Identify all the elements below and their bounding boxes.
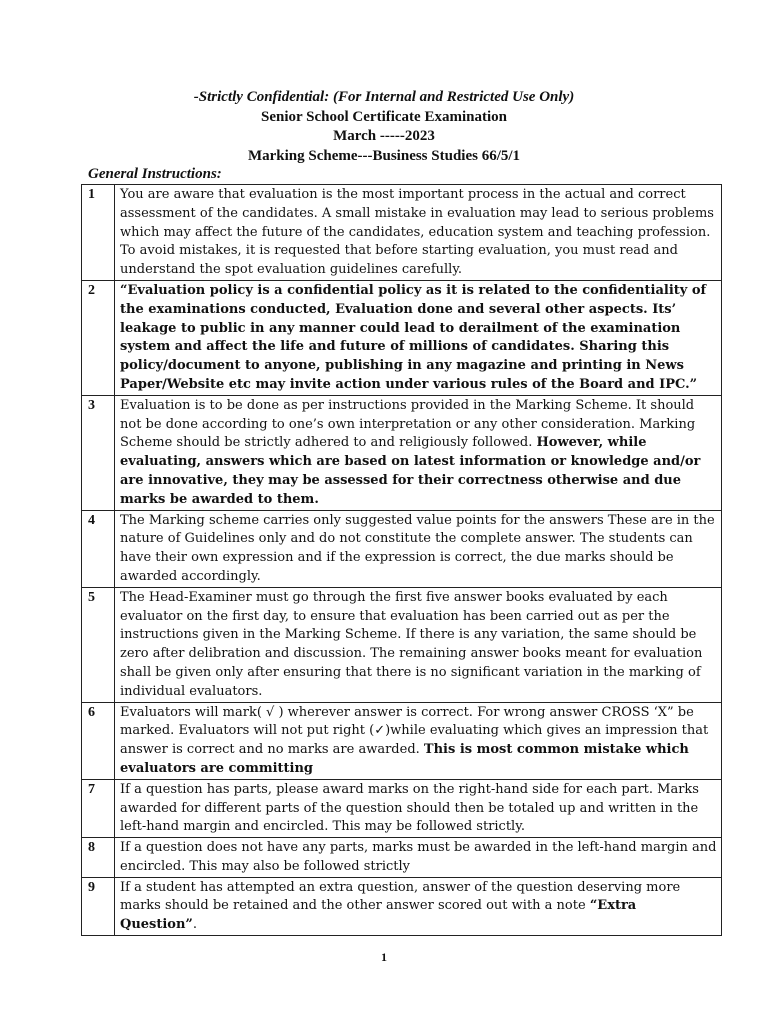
instruction-number: 1 xyxy=(82,185,115,281)
instruction-row xyxy=(82,779,722,837)
marking-scheme-title: Marking Scheme---Business Studies 66/5/1 xyxy=(247,147,521,164)
instruction-text xyxy=(115,702,722,779)
instruction-text xyxy=(115,185,722,281)
instruction-text-bold: However, while evaluating, answers which are based on latest information or knowledge and/or are innovative, they may be assessed for their correctness otherwise and due marks be awarded to them. xyxy=(120,435,701,507)
confidential-notice: -Strictly Confidential: (For Internal and Restricted Use Only) xyxy=(193,89,575,105)
instruction-text-part: Evaluators will mark( √ ) wherever answer is correct. For wrong answer CROSS ‘X” be marked. Evaluators will not put right (✓)while evaluating which gives an impression that answer is correct and no marks are awarded. xyxy=(120,704,709,758)
instruction-text-part: If a student has attempted an extra question, answer of the question deserving more marks should be retained and the other answer scored out with a note xyxy=(120,879,681,914)
instruction-text-bold: “Extra Question” xyxy=(120,898,637,933)
instructions-table xyxy=(81,184,722,936)
instruction-number: 7 xyxy=(82,779,115,837)
instruction-number: 2 xyxy=(82,280,115,395)
instruction-row xyxy=(82,877,722,935)
instruction-text-part: . xyxy=(192,917,198,933)
instruction-text xyxy=(115,395,722,510)
instruction-text xyxy=(115,877,722,935)
instruction-text xyxy=(115,779,722,837)
instruction-number: 5 xyxy=(82,587,115,702)
general-instructions-heading: General Instructions: xyxy=(88,166,222,182)
instruction-text-part: The Marking scheme carries only suggested value points for the answers These are in the nature of Guidelines only and do not constitute the complete answer. The students can have their own expression and if the expression is correct, the due marks should be awarded accordingly. xyxy=(120,512,715,584)
instruction-text-part: You are aware that evaluation is the most important process in the actual and correct assessment of the candidates. A small mistake in evaluation may lead to serious problems which may affect the future of the candidates, education system and teaching profession. To avoid mistakes, it is requested that before starting evaluation, you must read and understand the spot evaluation guidelines carefully. xyxy=(120,187,714,278)
instruction-number: 3 xyxy=(82,395,115,510)
instruction-text xyxy=(115,280,722,395)
instruction-text-part: Evaluation is to be done as per instructions provided in the Marking Scheme. It should not be done according to one’s own interpretation or any other consideration. Marking Scheme should be strictly adhered to and religiously followed. xyxy=(120,397,696,451)
instruction-number: 9 xyxy=(82,877,115,935)
instruction-row xyxy=(82,587,722,702)
page-number: 1 xyxy=(381,950,387,964)
instruction-text xyxy=(115,510,722,587)
instruction-text-part: If a question has parts, please award marks on the right-hand side for each part. Marks awarded for different parts of the question should then be totaled up and written in the left-hand margin and encircled. This may be followed strictly. xyxy=(120,781,699,835)
instruction-row xyxy=(82,838,722,878)
instruction-text xyxy=(115,587,722,702)
instruction-text xyxy=(115,838,722,878)
instruction-text-bold: This is most common mistake which evaluators are committing xyxy=(120,742,689,776)
instruction-row xyxy=(82,702,722,779)
instruction-row xyxy=(82,510,722,587)
instruction-text-part: The Head-Examiner must go through the first five answer books evaluated by each evaluator on the first day, to ensure that evaluation has been carried out as per the instructions given in the Marking Scheme. If there is any variation, the same should be zero after delibration and discussion. The remaining answer books meant for evaluation shall be given only after ensuring that there is no significant variation in the marking of individual evaluators. xyxy=(120,589,703,699)
instruction-row xyxy=(82,280,722,395)
instruction-row xyxy=(82,395,722,510)
instruction-number: 6 xyxy=(82,702,115,779)
exam-month: March -----2023 xyxy=(333,128,435,144)
instruction-number: 4 xyxy=(82,510,115,587)
instructions-table-body xyxy=(82,185,722,936)
instruction-number: 8 xyxy=(82,838,115,878)
document-header xyxy=(0,88,768,166)
exam-title: Senior School Certificate Examination xyxy=(261,108,507,125)
instruction-text-bold: “Evaluation policy is a confidential policy as it is related to the confidentiality of the examinations conducted, Evaluation done and several other aspects. Its’ leakage to public in any manner could lead to derailment of the examination system and affect the life and future of millions of candidates. Sharing this policy/document to anyone, publishing in any magazine and printing in News Paper/Website etc may invite action under various rules of the Board and IPC.” xyxy=(120,282,707,392)
instruction-text-part: If a question does not have any parts, marks must be awarded in the left-hand margin and encircled. This may also be followed strictly xyxy=(120,840,717,874)
instruction-row xyxy=(82,185,722,281)
